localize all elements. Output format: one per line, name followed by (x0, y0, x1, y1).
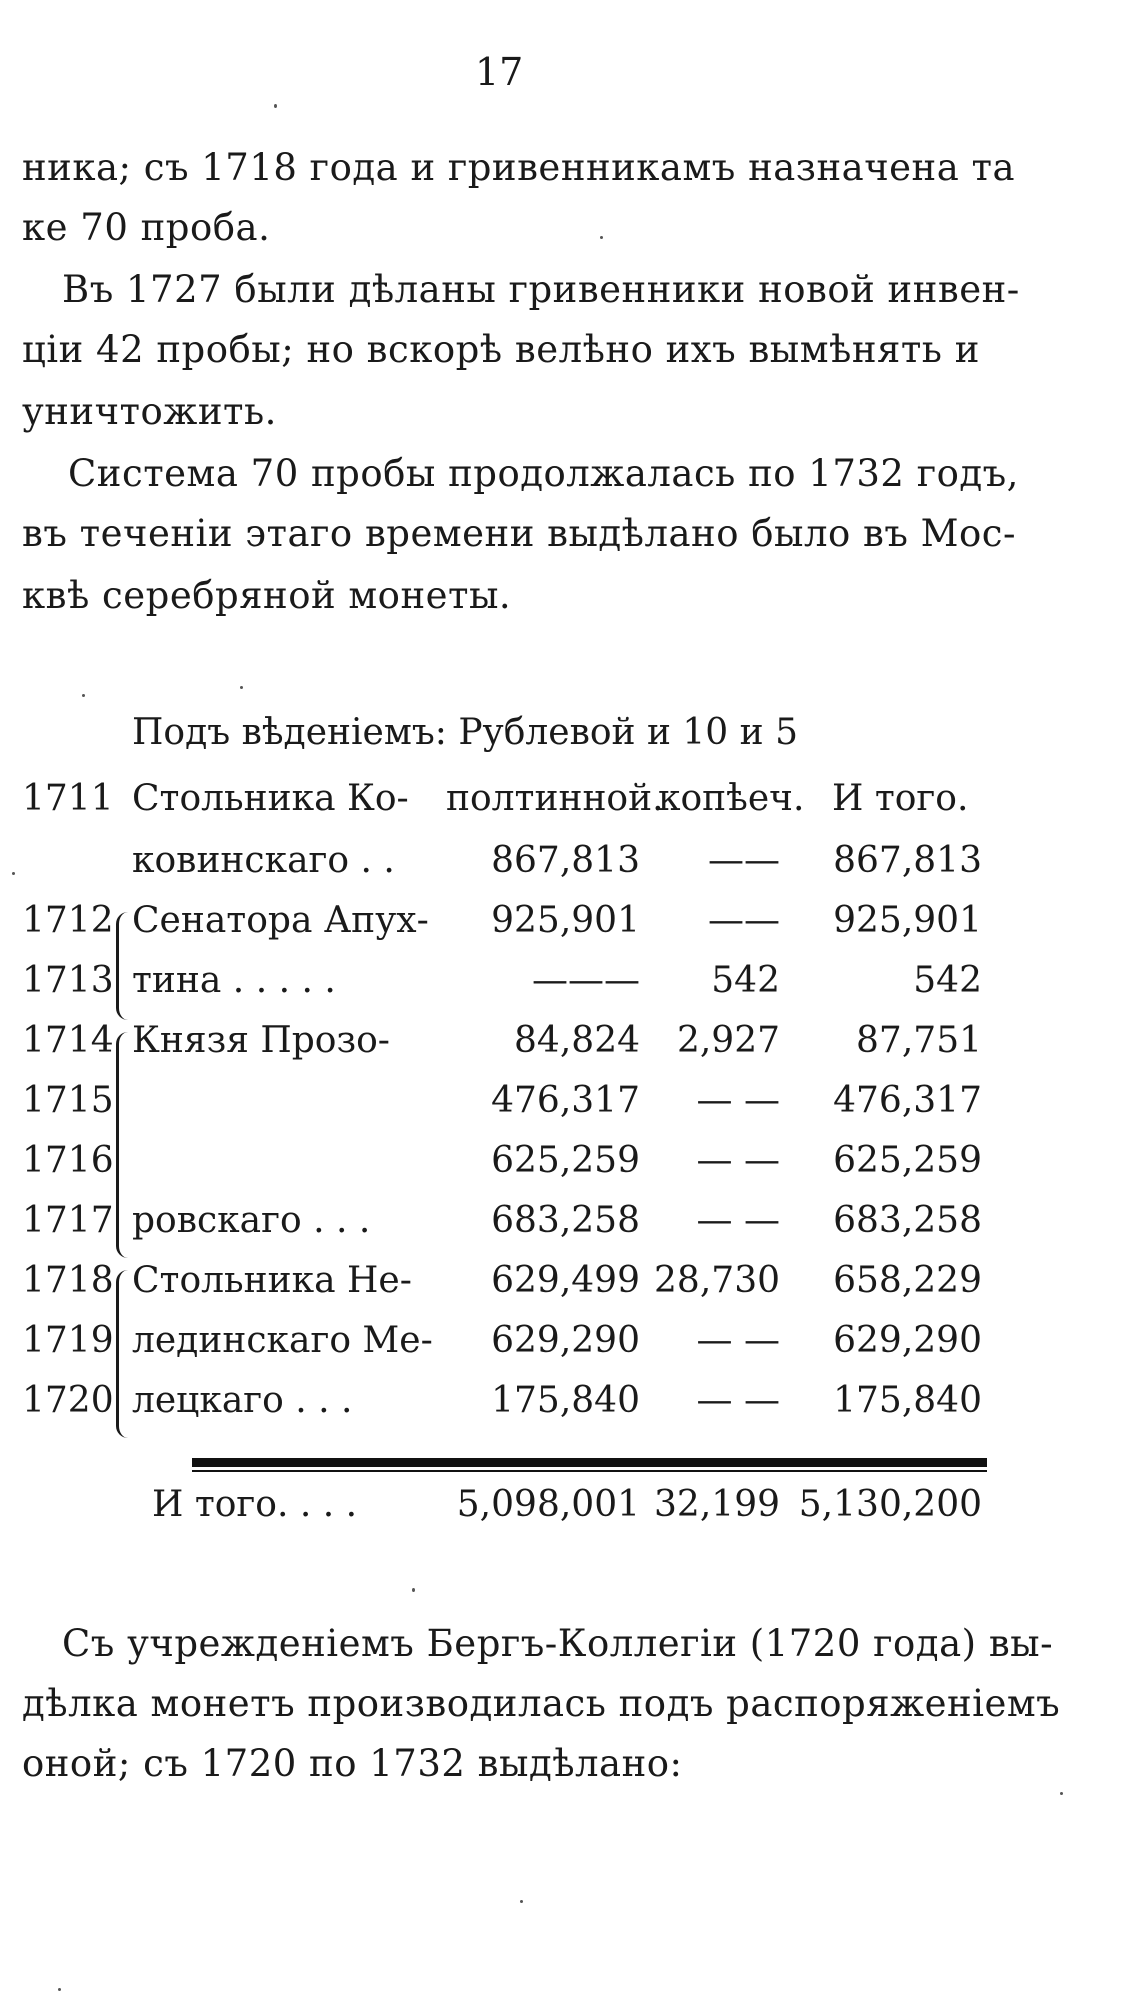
total-label: И того. . . . (152, 1484, 358, 1525)
row-kopecks: — — (696, 1320, 780, 1361)
row-total: 629,290 (833, 1320, 982, 1361)
row-kopecks: — — (696, 1200, 780, 1241)
row-kopecks: — — (696, 1140, 780, 1181)
row-rubles: 625,259 (491, 1140, 640, 1181)
row-rubles: 925,901 (491, 900, 640, 941)
row-kopecks: 28,730 (654, 1260, 780, 1301)
page-number: 17 (475, 50, 524, 94)
total-rule-thin (192, 1470, 987, 1472)
row-rubles: 84,824 (514, 1020, 640, 1061)
row-total: 476,317 (833, 1080, 982, 1121)
header-kopecks: копѣеч. (658, 778, 805, 819)
scan-speck (1060, 1792, 1063, 1795)
text-line: оной; съ 1720 по 1732 выдѣлано: (22, 1742, 683, 1785)
row-total: 867,813 (833, 840, 982, 881)
row-year: 1715 (22, 1080, 114, 1121)
text-line: Система 70 пробы продолжалась по 1732 годъ, (68, 452, 1019, 495)
row-year: 1719 (22, 1320, 114, 1361)
header-total: И того. (832, 778, 969, 819)
table-header-line: Подъ вѣденіемъ: Рублевой и 10 и 5 (132, 712, 798, 753)
row-rubles: 476,317 (491, 1080, 640, 1121)
header-official: Стольника Ко- (132, 778, 409, 819)
text-line: ке 70 проба. (22, 206, 271, 249)
row-total: 658,229 (833, 1260, 982, 1301)
row-year: 1713 (22, 960, 114, 1001)
row-official: Стольника Не- (132, 1260, 412, 1301)
scan-speck (12, 872, 15, 875)
row-year: 1716 (22, 1140, 114, 1181)
row-official: ковинскаго . . (132, 840, 395, 881)
row-official: Князя Прозо- (132, 1020, 390, 1061)
text-line: въ теченіи этаго времени выдѣлано было въ Мос- (22, 512, 1017, 555)
text-line: ціи 42 пробы; но вскорѣ велѣно ихъ вымѣнять и (22, 328, 980, 371)
row-kopecks: —— (708, 900, 780, 941)
scan-speck (412, 1588, 415, 1592)
header-year: 1711 (22, 778, 114, 819)
text-line: Съ учрежденіемъ Бергъ-Коллегіи (1720 года) вы- (62, 1622, 1054, 1665)
bracket (116, 1270, 131, 1438)
text-line: квѣ серебряной монеты. (22, 574, 512, 617)
row-total: 683,258 (833, 1200, 982, 1241)
scan-speck (82, 694, 85, 697)
scan-speck (520, 1900, 523, 1903)
row-rubles: 175,840 (491, 1380, 640, 1421)
row-official: Сенатора Апух- (132, 900, 429, 941)
row-rubles: 629,499 (491, 1260, 640, 1301)
text-line: ника; съ 1718 года и гривенникамъ назначена та (22, 146, 1016, 189)
row-total: 87,751 (856, 1020, 982, 1061)
scan-speck (274, 104, 277, 108)
row-kopecks: 542 (711, 960, 780, 1001)
row-official: тина . . . . . (132, 960, 336, 1001)
row-official: ровскаго . . . (132, 1200, 371, 1241)
row-kopecks: —— (708, 840, 780, 881)
scan-speck (58, 1988, 61, 1991)
row-total: 625,259 (833, 1140, 982, 1181)
row-rubles: ——— (532, 960, 640, 1001)
bracket (116, 912, 131, 1020)
row-year: 1720 (22, 1380, 114, 1421)
row-kopecks: 2,927 (676, 1020, 780, 1061)
text-line: уничтожить. (22, 390, 277, 433)
row-rubles: 683,258 (491, 1200, 640, 1241)
row-year: 1717 (22, 1200, 114, 1241)
scan-speck (600, 236, 603, 239)
row-kopecks: — — (696, 1380, 780, 1421)
total-rubles: 5,098,001 (456, 1484, 640, 1525)
header-rubles: полтинной. (446, 778, 664, 819)
row-rubles: 867,813 (491, 840, 640, 881)
scan-speck (240, 686, 243, 689)
text-line: дѣлка монетъ производилась подъ распоряженіемъ (22, 1682, 1061, 1725)
row-total: 175,840 (833, 1380, 982, 1421)
row-official: лединскаго Ме- (132, 1320, 433, 1361)
row-year: 1712 (22, 900, 114, 941)
row-rubles: 629,290 (491, 1320, 640, 1361)
row-year: 1714 (22, 1020, 114, 1061)
bracket (116, 1032, 131, 1258)
total-rule (192, 1458, 987, 1467)
total-kopecks: 32,199 (654, 1484, 780, 1525)
row-year: 1718 (22, 1260, 114, 1301)
total-total: 5,130,200 (798, 1484, 982, 1525)
text-line: Въ 1727 были дѣланы гривенники новой инвен- (62, 268, 1020, 311)
row-kopecks: — — (696, 1080, 780, 1121)
row-total: 542 (913, 960, 982, 1001)
row-official: лецкаго . . . (132, 1380, 353, 1421)
row-total: 925,901 (833, 900, 982, 941)
